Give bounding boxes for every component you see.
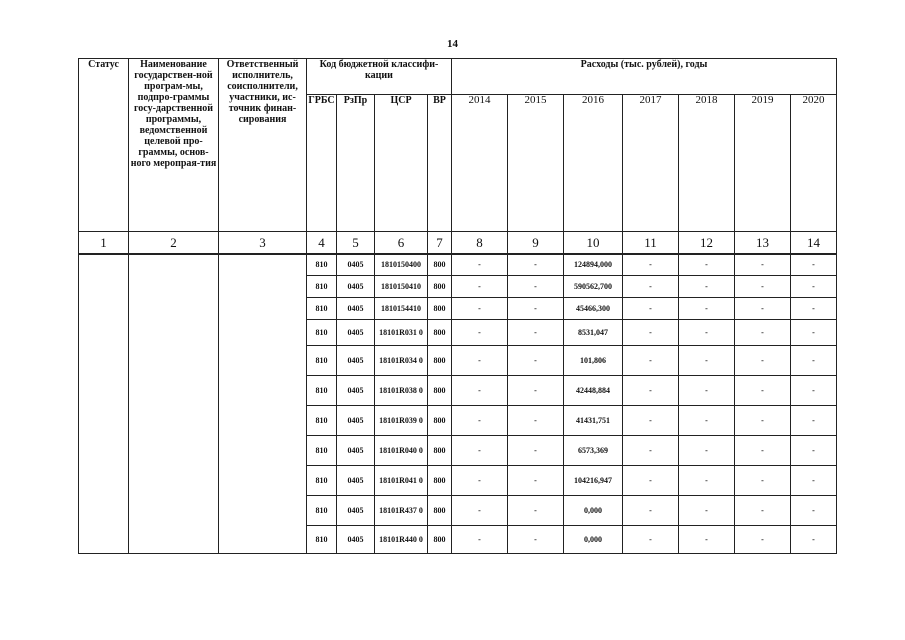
cell-2018: - bbox=[679, 375, 735, 405]
cell-2017: - bbox=[623, 495, 679, 525]
cell-vr: 800 bbox=[428, 525, 452, 553]
column-number: 3 bbox=[219, 232, 307, 255]
cell-grbs: 810 bbox=[307, 254, 337, 275]
cell-2015: - bbox=[508, 254, 564, 275]
header-status: Статус bbox=[79, 59, 129, 232]
header-expenses: Расходы (тыс. рублей), годы bbox=[452, 59, 837, 95]
cell-csr: 1810154410 bbox=[375, 297, 428, 319]
header-year-2019: 2019 bbox=[735, 95, 791, 232]
cell-csr: 18101R437 0 bbox=[375, 495, 428, 525]
cell-2020: - bbox=[791, 275, 837, 297]
header-csr: ЦСР bbox=[375, 95, 428, 232]
cell-2019: - bbox=[735, 405, 791, 435]
header-year-2018: 2018 bbox=[679, 95, 735, 232]
cell-2016: 45466,300 bbox=[564, 297, 623, 319]
cell-csr: 18101R041 0 bbox=[375, 465, 428, 495]
cell-2020: - bbox=[791, 435, 837, 465]
cell-vr: 800 bbox=[428, 435, 452, 465]
cell-2020: - bbox=[791, 465, 837, 495]
cell-2018: - bbox=[679, 254, 735, 275]
cell-2016: 41431,751 bbox=[564, 405, 623, 435]
cell-2015: - bbox=[508, 405, 564, 435]
cell-2016: 101,806 bbox=[564, 345, 623, 375]
column-number: 14 bbox=[791, 232, 837, 255]
header-year-2016: 2016 bbox=[564, 95, 623, 232]
cell-2014: - bbox=[452, 375, 508, 405]
cell-2020: - bbox=[791, 375, 837, 405]
cell-2014: - bbox=[452, 254, 508, 275]
cell-rzpr: 0405 bbox=[337, 345, 375, 375]
column-number: 1 bbox=[79, 232, 129, 255]
cell-2018: - bbox=[679, 435, 735, 465]
cell-2015: - bbox=[508, 297, 564, 319]
cell-vr: 800 bbox=[428, 345, 452, 375]
cell-2015: - bbox=[508, 525, 564, 553]
cell-rzpr: 0405 bbox=[337, 435, 375, 465]
cell-rzpr: 0405 bbox=[337, 254, 375, 275]
cell-csr: 18101R038 0 bbox=[375, 375, 428, 405]
column-number: 4 bbox=[307, 232, 337, 255]
cell-grbs: 810 bbox=[307, 435, 337, 465]
cell-2016: 6573,369 bbox=[564, 435, 623, 465]
cell-grbs: 810 bbox=[307, 319, 337, 345]
cell-vr: 800 bbox=[428, 254, 452, 275]
header-grbs: ГРБС bbox=[307, 95, 337, 232]
cell-2020: - bbox=[791, 319, 837, 345]
cell-2016: 104216,947 bbox=[564, 465, 623, 495]
cell-rzpr: 0405 bbox=[337, 297, 375, 319]
header-year-2015: 2015 bbox=[508, 95, 564, 232]
cell-rzpr: 0405 bbox=[337, 375, 375, 405]
cell-csr: 18101R039 0 bbox=[375, 405, 428, 435]
header-vr: ВР bbox=[428, 95, 452, 232]
table-row bbox=[79, 254, 837, 275]
cell-2016: 0,000 bbox=[564, 495, 623, 525]
cell-2014: - bbox=[452, 495, 508, 525]
cell-vr: 800 bbox=[428, 375, 452, 405]
cell-2017: - bbox=[623, 345, 679, 375]
column-number: 6 bbox=[375, 232, 428, 255]
cell-csr: 18101R040 0 bbox=[375, 435, 428, 465]
column-number-row bbox=[79, 232, 837, 255]
cell-2018: - bbox=[679, 405, 735, 435]
cell-2020: - bbox=[791, 345, 837, 375]
budget-table bbox=[78, 58, 837, 554]
cell-2020: - bbox=[791, 495, 837, 525]
cell-2017: - bbox=[623, 319, 679, 345]
cell-2017: - bbox=[623, 405, 679, 435]
cell-csr: 1810150400 bbox=[375, 254, 428, 275]
cell-2017: - bbox=[623, 525, 679, 553]
cell-rzpr: 0405 bbox=[337, 465, 375, 495]
cell-csr: 18101R031 0 bbox=[375, 319, 428, 345]
cell-2019: - bbox=[735, 297, 791, 319]
cell-2014: - bbox=[452, 435, 508, 465]
header-year-2017: 2017 bbox=[623, 95, 679, 232]
cell-2018: - bbox=[679, 319, 735, 345]
cell-vr: 800 bbox=[428, 405, 452, 435]
cell-grbs: 810 bbox=[307, 525, 337, 553]
column-number: 8 bbox=[452, 232, 508, 255]
column-number: 7 bbox=[428, 232, 452, 255]
cell-2019: - bbox=[735, 254, 791, 275]
cell-vr: 800 bbox=[428, 495, 452, 525]
cell-2020: - bbox=[791, 405, 837, 435]
cell-2017: - bbox=[623, 297, 679, 319]
page-number: 14 bbox=[447, 38, 458, 50]
column-number: 2 bbox=[129, 232, 219, 255]
cell-2015: - bbox=[508, 495, 564, 525]
cell-2016: 0,000 bbox=[564, 525, 623, 553]
cell-2020: - bbox=[791, 254, 837, 275]
cell-2016: 42448,884 bbox=[564, 375, 623, 405]
column-number: 5 bbox=[337, 232, 375, 255]
table-header bbox=[79, 59, 837, 255]
cell-2017: - bbox=[623, 375, 679, 405]
cell-2014: - bbox=[452, 465, 508, 495]
cell-2019: - bbox=[735, 275, 791, 297]
cell-csr: 18101R440 0 bbox=[375, 525, 428, 553]
column-number: 11 bbox=[623, 232, 679, 255]
cell-2015: - bbox=[508, 275, 564, 297]
cell-2017: - bbox=[623, 254, 679, 275]
cell-2015: - bbox=[508, 465, 564, 495]
cell-grbs: 810 bbox=[307, 275, 337, 297]
cell-vr: 800 bbox=[428, 319, 452, 345]
cell-2019: - bbox=[735, 319, 791, 345]
cell-2014: - bbox=[452, 345, 508, 375]
cell-2018: - bbox=[679, 297, 735, 319]
cell-2017: - bbox=[623, 465, 679, 495]
cell-2014: - bbox=[452, 525, 508, 553]
cell-csr: 1810150410 bbox=[375, 275, 428, 297]
cell-2014: - bbox=[452, 405, 508, 435]
cell-2020: - bbox=[791, 525, 837, 553]
cell-rzpr: 0405 bbox=[337, 275, 375, 297]
cell-vr: 800 bbox=[428, 465, 452, 495]
cell-2019: - bbox=[735, 375, 791, 405]
cell-rzpr: 0405 bbox=[337, 495, 375, 525]
cell-2018: - bbox=[679, 275, 735, 297]
cell-grbs: 810 bbox=[307, 465, 337, 495]
cell-2018: - bbox=[679, 495, 735, 525]
cell-2018: - bbox=[679, 465, 735, 495]
cell-grbs: 810 bbox=[307, 345, 337, 375]
cell-vr: 800 bbox=[428, 275, 452, 297]
cell-2019: - bbox=[735, 495, 791, 525]
cell-2014: - bbox=[452, 297, 508, 319]
cell-grbs: 810 bbox=[307, 495, 337, 525]
cell-grbs: 810 bbox=[307, 375, 337, 405]
cell-2019: - bbox=[735, 435, 791, 465]
cell-rzpr: 0405 bbox=[337, 319, 375, 345]
header-responsible: Ответственный исполнитель, соисполнители, участники, ис-точник финан-сирования bbox=[219, 59, 307, 232]
header-program-name: Наименование государствен-ной програм-мы, подпро-граммы госу-дарственной программы, ведомственной целевой про-граммы, основ-ного меропрая-тия bbox=[129, 59, 219, 232]
cell-vr: 800 bbox=[428, 297, 452, 319]
cell-2019: - bbox=[735, 345, 791, 375]
column-number: 9 bbox=[508, 232, 564, 255]
header-rzpr: РзПр bbox=[337, 95, 375, 232]
cell-2018: - bbox=[679, 525, 735, 553]
program-name-cell bbox=[129, 254, 219, 553]
cell-2018: - bbox=[679, 345, 735, 375]
status-cell bbox=[79, 254, 129, 553]
cell-csr: 18101R034 0 bbox=[375, 345, 428, 375]
table-body bbox=[79, 254, 837, 553]
cell-2014: - bbox=[452, 275, 508, 297]
column-number: 10 bbox=[564, 232, 623, 255]
cell-grbs: 810 bbox=[307, 405, 337, 435]
cell-rzpr: 0405 bbox=[337, 525, 375, 553]
cell-2015: - bbox=[508, 345, 564, 375]
responsible-cell bbox=[219, 254, 307, 553]
cell-grbs: 810 bbox=[307, 297, 337, 319]
cell-2019: - bbox=[735, 465, 791, 495]
cell-2020: - bbox=[791, 297, 837, 319]
cell-2015: - bbox=[508, 435, 564, 465]
cell-2016: 8531,047 bbox=[564, 319, 623, 345]
cell-2017: - bbox=[623, 275, 679, 297]
cell-2016: 124894,000 bbox=[564, 254, 623, 275]
cell-2015: - bbox=[508, 319, 564, 345]
header-year-2014: 2014 bbox=[452, 95, 508, 232]
column-number: 13 bbox=[735, 232, 791, 255]
cell-rzpr: 0405 bbox=[337, 405, 375, 435]
column-number: 12 bbox=[679, 232, 735, 255]
cell-2015: - bbox=[508, 375, 564, 405]
cell-2014: - bbox=[452, 319, 508, 345]
cell-2016: 590562,700 bbox=[564, 275, 623, 297]
header-year-2020: 2020 bbox=[791, 95, 837, 232]
header-budget-code: Код бюджетной классифи-кации bbox=[307, 59, 452, 95]
cell-2019: - bbox=[735, 525, 791, 553]
cell-2017: - bbox=[623, 435, 679, 465]
